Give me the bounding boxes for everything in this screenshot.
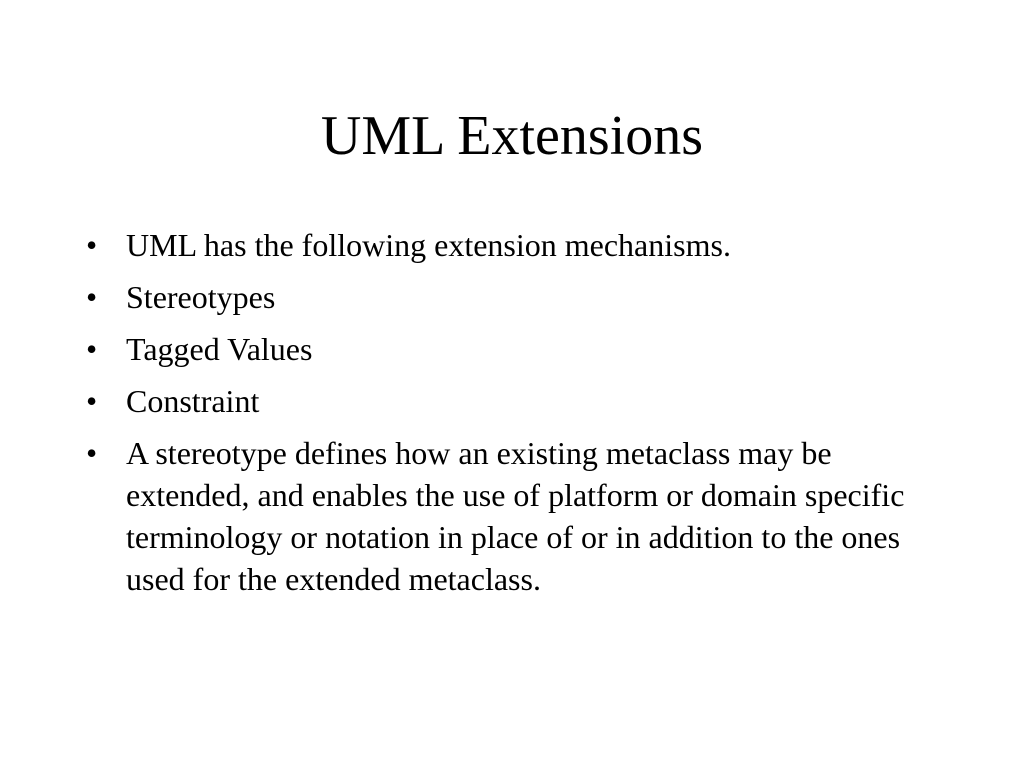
bullet-icon: • [86, 435, 98, 471]
list-item [86, 224, 926, 266]
slide-title: UML Extensions [320, 105, 704, 167]
bullet-text: Tagged Values [126, 331, 313, 367]
list-item [86, 328, 926, 370]
bullet-text: Stereotypes [126, 279, 276, 315]
bullet-text: Constraint [126, 383, 260, 419]
bullet-icon: • [86, 227, 98, 263]
list-item [86, 276, 926, 318]
list-item [86, 380, 926, 422]
bullet-icon: • [86, 279, 98, 315]
list-item [86, 432, 926, 600]
bullet-list [86, 224, 926, 610]
bullet-icon: • [86, 331, 98, 367]
bullet-icon: • [86, 383, 98, 419]
bullet-text: A stereotype defines how an existing metaclass may be extended, and enables the use of platform or domain specific terminology or notation in place of or in addition to the ones used for the extended metaclass. [126, 435, 905, 597]
bullet-text: UML has the following extension mechanisms. [126, 227, 731, 263]
